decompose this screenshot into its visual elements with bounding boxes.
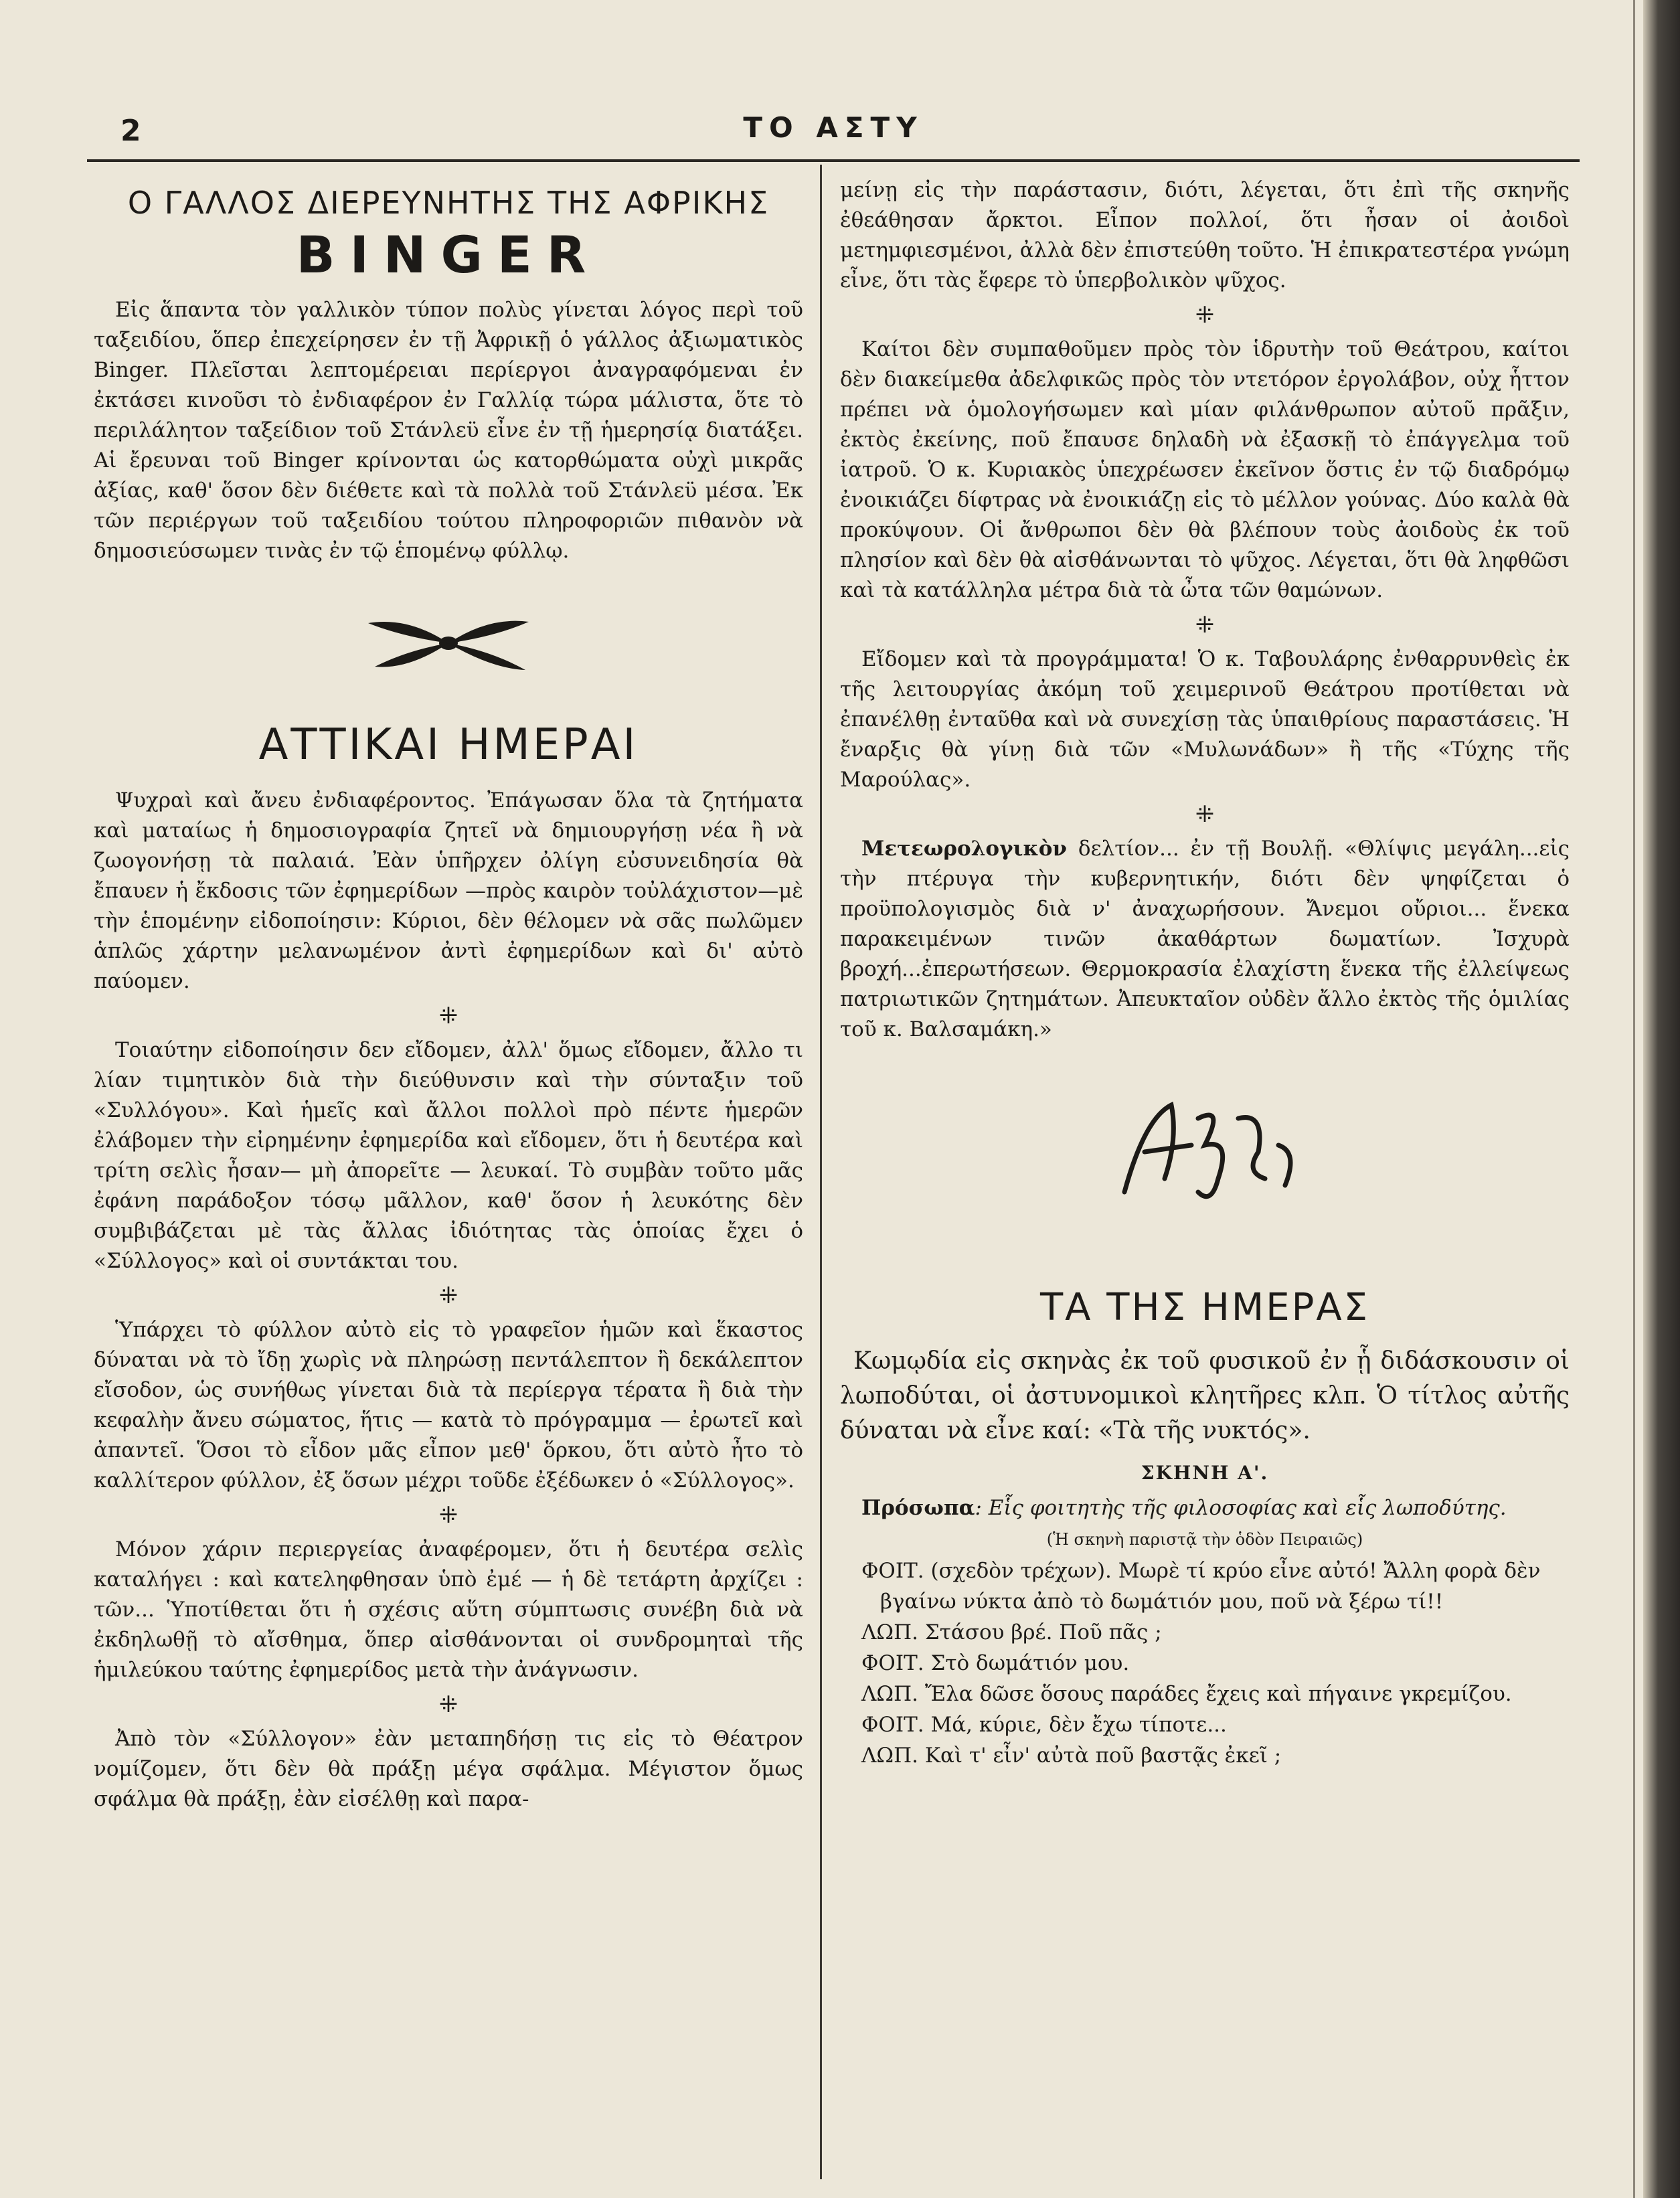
article-subject-name: BINGER [296,225,601,284]
masthead-title: ΤΟ ΑΣΤΥ [743,111,924,144]
separator-star: ⁜ [438,1691,458,1718]
separator-star: ⁜ [1195,302,1215,329]
paragraph: Μόνον χάριν περιεργείας ἀναφέρομεν, ὅτι ἡ δευτέρα σελὶς καταλήγει : καὶ κατεληφθησαν ὑπὸ ἐμέ — ἡ δὲ τετάρτη ἀρχίζει : τῶν... Ὑποτίθεται ὅτι ἡ σχέσις αὕτη σύμπτωσις συνέβη διὰ νὰ ἐκδηλωθῇ τὸ αἴσθημα, ὅπερ αἰσθάνονται οἱ συνδρομηταὶ τῆς ἡμιλεύκου ταύτης ἐφημερίδος μετὰ τὴν ἀνάγνωσιν. [94,1537,803,1682]
speaker: ΛΩΠ. [861,1682,918,1706]
separator-star: ⁜ [438,1003,458,1029]
article-headline: Ο ΓΑΛΛΟΣ ΔΙΕΡΕΥΝΗΤΗΣ ΤΗΣ ΑΦΡΙΚΗΣ [127,185,770,221]
dialogue-line [840,1555,1570,1617]
page-edge-shadow [1643,0,1680,2198]
line-text: Στάσου βρέ. Ποῦ πᾶς ; [924,1620,1162,1644]
separator-star: ⁜ [1195,612,1215,639]
paragraph-weather [840,834,1570,1045]
scene-heading: ΣΚΗΝΗ Α'. [1141,1462,1269,1484]
page-number: 2 [120,114,141,148]
dragonfly-icon [348,603,549,683]
section-title-attikai: ΑΤΤΙΚΑΙ ΗΜΕΡΑΙ [258,720,639,770]
header-rule [87,159,1580,162]
signature [840,1045,1570,1246]
paragraph: Καίτοι δὲν συμπαθοῦμεν πρὸς τὸν ἱδρυτὴν τοῦ Θεάτρου, καίτοι δὲν διακείμεθα ἀδελφικῶς πρὸς τὸν ντετόρον ἐργολάβον, οὐχ ἧττον πρέπει νὰ ὁμολογήσωμεν καὶ μίαν φιλάνθρωπον αὐτοῦ πρᾶξιν, ἐκτὸς ἐκείνης, ποῦ ἔπαυσε δηλαδὴ νὰ ἐξασκῇ τὸ ἐπάγγελμα τοῦ ἰατροῦ. Ὁ κ. Κυριακὸς ὑπεχρέωσεν ἐκεῖνον ὅστις ἐν τῷ διαδρόμῳ ἐνοικιάζει δίφτρας νὰ ἐνοικιάζῃ εἰς τὸ μέλλον γούνας. Δύο καλὰ θὰ προκύψουν. Οἱ ἄνθρωποι δὲν θὰ βλέπουν τοὺς ἀοιδοὺς ἐκ τοῦ πλησίον καὶ δὲν θὰ αἰσθάνωνται τὸ ψῦχος. Λέγεται, ὅτι θὰ ληφθῶσι καὶ τὰ κατάλληλα μέτρα διὰ τὰ ὦτα τῶν θαμώνων. [840,337,1570,602]
paragraph: Ἀπὸ τὸν «Σύλλογον» ἐὰν μεταπηδήσῃ τις εἰς τὸ Θέατρον νομίζομεν, ὅτι δὲν θὰ πράξῃ μέγα σφάλμα. Μέγιστον ὅμως σφάλμα θὰ πράξῃ, ἐὰν εἰσέλθῃ καὶ παρα- [94,1727,803,1811]
paragraph: Ψυχραὶ καὶ ἄνευ ἐνδιαφέροντος. Ἐπάγωσαν ὅλα τὰ ζητήματα καὶ ματαίως ἡ δημοσιογραφία ζητεῖ νὰ δημιουργήσῃ νέα ἢ νὰ ζωογονήσῃ τὰ παλαιά. Ἐὰν ὑπῆρχεν ὀλίγη εὐσυνειδησία θὰ ἔπαυεν ἡ ἔκδοσις τῶν ἐφημερίδων —πρὸς καιρὸν τοὐλάχιστον—μὲ τὴν ἑπομένην εἰδοποίησιν: Κύριοι, δὲν θέλομεν νὰ σᾶς πωλῶμεν ἁπλῶς χάρτην μελανωμένον ἀντὶ ἐφημερίδων καὶ δι' αὐτὸ παύομεν. [94,788,803,993]
dialogue-line [840,1617,1570,1648]
separator-star: ⁜ [438,1502,458,1529]
speaker: ΛΩΠ. [861,1744,918,1768]
section-intro: Κωμῳδία εἰς σκηνὰς ἐκ τοῦ φυσικοῦ ἐν ᾗ διδάσκουσιν οἱ λωποδύται, οἱ ἀστυνομικοὶ κλητῆρες κλπ. Ὁ τίτλος αὐτῆς δύναται νὰ εἶνε καί: «Τὰ τῆς νυκτός». [840,1347,1570,1444]
column-divider [820,165,822,2179]
page-edge-line [1633,0,1635,2198]
dialogue-line [840,1648,1570,1679]
line-text: Καὶ τ' εἶν' αὐτὰ ποῦ βαστᾷς ἐκεῖ ; [924,1744,1282,1768]
persons-text: : Εἷς φοιτητὴς τῆς φιλοσοφίας καὶ εἷς λωποδύτης. [975,1496,1507,1520]
separator-star: ⁜ [438,1282,458,1309]
dialogue-line [840,1740,1570,1771]
section-title-ta-tis-imeras: ΤΑ ΤΗΣ ΗΜΕΡΑΣ [1039,1286,1370,1329]
article-body: Εἰς ἅπαντα τὸν γαλλικὸν τύπον πολὺς γίνεται λόγος περὶ τοῦ ταξειδίου, ὅπερ ἐπεχείρησεν ἐν τῇ Ἀφρικῇ ὁ γάλλος ἀξιωματικὸς Binger. Πλεῖσται λεπτομέρειαι περίεργοι ἀναγραφόμεναι ἐν ἐκτάσει κινοῦσι τὸ ἐνδιαφέρον ἐν Γαλλίᾳ τώρα μάλιστα, ὅτε τὸ περιλάλητον ταξείδιον τοῦ Στάνλεϋ εἶνε ἐν τῇ ἡμερησίᾳ διατάξει. Αἱ ἔρευναι τοῦ Binger κρίνονται ὡς κατορθώματα οὐχὶ μικρᾶς ἀξίας, καθ' ὅσον δὲν διέθετε καὶ τὰ πολλὰ τοῦ Στάνλεϋ μέσα. Ἐκ τῶν περιέργων τοῦ ταξειδίου τούτου πληροφοριῶν πιθανὸν νὰ δημοσιεύσωμεν τινὰς ἐν τῷ ἑπομένῳ φύλλῳ. [94,298,803,563]
paragraph: Ὑπάρχει τὸ φύλλον αὐτὸ εἰς τὸ γραφεῖον ἡμῶν καὶ ἕκαστος δύναται νὰ τὸ ἴδῃ χωρὶς νὰ πληρώσῃ πεντάλεπτον ἢ δεκάλεπτον εἴσοδον, ὡς συνήθως γίνεται διὰ τὰ περίεργα τέρατα ἢ διὰ τὴν κεφαλὴν ἄνευ σώματος, ἥτις — κατὰ τὸ πρόγραμμα — ἐρωτεῖ καὶ ἀπαντεῖ. Ὅσοι τὸ εἶδον μᾶς εἶπον μεθ' ὅρκου, ὅτι αὐτὸ ἦτο τὸ καλλίτερον φύλλον, ἐξ ὅσων μέχρι τοῦδε ἐξέδωκεν ὁ «Σύλλογος». [94,1318,803,1493]
persons-label: Πρόσωπα [861,1496,975,1520]
handwritten-signature-icon [1098,1078,1312,1212]
weather-text: δελτίον... ἐν τῇ Βουλῇ. «Θλίψις μεγάλη...εἰς τὴν πτέρυγα τὴν κυβερνητικήν, διότι δὲν ψηφίζεται ὁ προϋπολογισμὸς διὰ ν' ἀναχωρήσουν. Ἄνεμοι οὔριοι... ἕνεκα παρακειμένων τινῶν ἀκαθάρτων δωματίων. Ἰσχυρὰ βροχή...ἐπερωτήσεων. Θερμοκρασία ἐλαχίστη ἕνεκα τῆς ἐλλείψεως πατριωτικῶν ζητημάτων. Ἀπευκταῖον οὐδὲν ἄλλο ἐκτὸς τῆς ὁμιλίας τοῦ κ. Βαλσαμάκη.» [840,837,1570,1041]
left-column [94,175,803,1814]
line-text: Μά, κύριε, δὲν ἔχω τίποτε... [930,1713,1227,1737]
line-text: (σχεδὸν τρέχων). Μωρὲ τί κρύο εἶνε αὐτό! Ἄλλη φορὰ δὲν βγαίνω νύκτα ἀπὸ τὸ δωμάτιόν μου, ποῦ νὰ ξέρω τί!! [880,1559,1541,1614]
weather-lead: Μετεωρολογικὸν [861,837,1067,861]
dragonfly-ornament [94,593,803,693]
page-header [87,107,1580,147]
right-column [840,175,1570,1771]
line-text: Στὸ δωμάτιόν μου. [930,1651,1130,1675]
speaker: ΦΟΙΤ. [861,1651,924,1675]
stage-direction: (Ἡ σκηνὴ παριστᾷ τὴν ὁδὸν Πειραιῶς) [1046,1530,1363,1549]
speaker: ΛΩΠ. [861,1620,918,1644]
speaker: ΦΟΙΤ. [861,1559,924,1583]
persons-line [840,1493,1570,1523]
paragraph: Εἴδομεν καὶ τὰ προγράμματα! Ὁ κ. Ταβουλάρης ἐνθαρρυνθεὶς ἐκ τῆς λειτουργίας ἀκόμη τοῦ χειμερινοῦ Θεάτρου προτίθεται νὰ ἐπανέλθῃ ἐνταῦθα καὶ νὰ συνεχίσῃ τὰς ὑπαιθρίους παραστάσεις. Ἡ ἔναρξις θὰ γίνῃ διὰ τῶν «Μυλωνάδων» ἢ τῆς «Τύχης τῆς Μαρούλας». [840,647,1570,792]
dialogue-line [840,1709,1570,1740]
line-text: Ἔλα δῶσε ὅσους παράδες ἔχεις καὶ πήγαινε γκρεμίζου. [924,1682,1512,1706]
paragraph: Τοιαύτην εἰδοποίησιν δεν εἴδομεν, ἀλλ' ὅμως εἴδομεν, ἄλλο τι λίαν τιμητικὸν διὰ τὴν διεύθυνσιν καὶ τὴν σύνταξιν τοῦ «Συλλόγου». Καὶ ἡμεῖς καὶ ἄλλοι πολλοὶ πρὸ πέντε ἡμερῶν ἐλάβομεν τὴν εἰρημένην ἐφημερίδα καὶ εἴδομεν, ὅτι ἡ δευτέρα καὶ τρίτη σελὶς ἦσαν— μὴ ἀπορεῖτε — λευκαί. Τὸ συμβὰν τοῦτο μᾶς ἐφάνη παράδοξον τόσῳ μᾶλλον, καθ' ὅσον ἡ λευκότης δὲν συμβιβάζεται μὲ τὰς ἄλλας ἰδιότητας τὰς ὁποίας ἔχει ὁ «Σύλλογος» καὶ οἱ συντάκται του. [94,1038,803,1273]
dialogue-line [840,1679,1570,1709]
speaker: ΦΟΙΤ. [861,1713,924,1737]
paragraph: μείνῃ εἰς τὴν παράστασιν, διότι, λέγεται, ὅτι ἐπὶ τῆς σκηνῆς ἐθεάθησαν ἄρκτοι. Εἶπον πολλοί, ὅτι ἦσαν οἱ ἀοιδοὶ μετημφιεσμένοι, ἀλλὰ δὲν ἐπιστεύθη τοῦτο. Ἡ ἐπικρατεστέρα γνώμη εἶνε, ὅτι τὰς ἔφερε τὸ ὑπερβολικὸν ψῦχος. [840,178,1570,292]
separator-star: ⁜ [1195,801,1215,828]
